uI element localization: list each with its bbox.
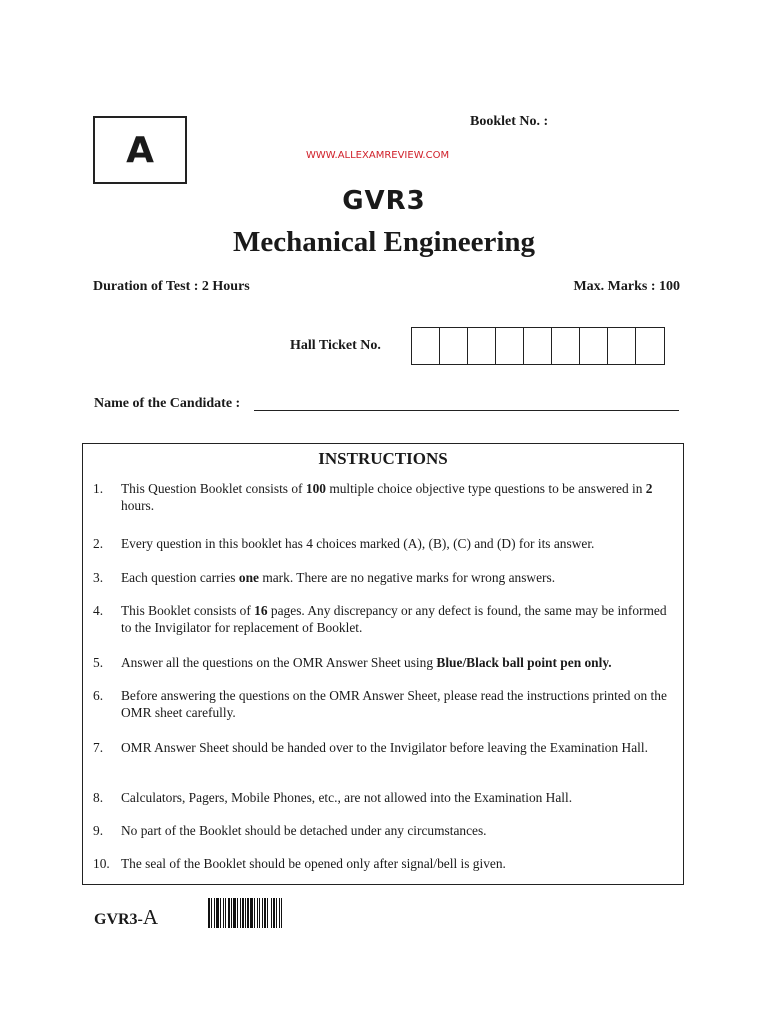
instruction-text-part: multiple choice objective type questions to be answered in: [325, 481, 646, 496]
barcode-bar-15: [250, 898, 253, 928]
instruction-text-part: No part of the Booklet should be detached under any circumstances.: [121, 823, 487, 838]
hall-ticket-digit-box[interactable]: [636, 328, 664, 364]
barcode-bar-20: [264, 898, 266, 928]
series-letter: A: [126, 129, 154, 171]
instruction-number: 5.: [93, 655, 104, 670]
barcode-bar-2: [214, 898, 215, 928]
barcode-bar-8: [231, 898, 232, 928]
instruction-text-part: pages. Any discrepancy or any defect is found, the same may be informed to the Invigilator for replacement of Booklet.: [121, 603, 667, 635]
barcode-bar-14: [247, 898, 249, 928]
barcode-bar-9: [233, 898, 236, 928]
barcode-bar-1: [211, 898, 212, 928]
barcode-bar-0: [208, 898, 210, 928]
instruction-text-part: This Booklet consists of: [121, 603, 255, 618]
footer-code-prefix: GVR3-: [94, 911, 143, 928]
paper-code-title: GVR3: [342, 186, 426, 216]
hall-ticket-label: Hall Ticket No.: [290, 338, 381, 353]
instruction-text: [121, 856, 506, 871]
instruction-item: [83, 687, 683, 721]
instruction-text: [121, 823, 487, 838]
instruction-item: [83, 480, 683, 514]
barcode-bar-17: [257, 898, 258, 928]
barcode-bar-26: [281, 898, 282, 928]
footer-code: [94, 905, 158, 930]
instruction-text-part: Answer all the questions on the OMR Answer Sheet using: [121, 655, 437, 670]
instruction-text: [121, 570, 555, 585]
instruction-text-part: The seal of the Booklet should be opened only after signal/bell is given.: [121, 856, 506, 871]
hall-ticket-digit-box[interactable]: [608, 328, 636, 364]
barcode-bar-10: [237, 898, 238, 928]
instruction-item: [83, 855, 683, 872]
hall-ticket-digit-box[interactable]: [468, 328, 496, 364]
instruction-text-part: Each question carries: [121, 570, 239, 585]
instruction-text: [121, 536, 594, 551]
barcode-bar-7: [228, 898, 230, 928]
instructions-box: [82, 443, 684, 885]
instruction-item: [83, 569, 683, 586]
instruction-number: 6.: [93, 688, 104, 703]
instruction-text: [121, 603, 667, 635]
barcode-bar-23: [273, 898, 275, 928]
instruction-item: [83, 535, 683, 552]
duration-label: Duration of Test : 2 Hours: [93, 279, 250, 294]
instruction-number: 10.: [93, 856, 110, 871]
barcode-bar-16: [254, 898, 255, 928]
instruction-text-part: Calculators, Pagers, Mobile Phones, etc., are not allowed into the Examination Hall.: [121, 790, 573, 805]
instruction-emphasis: 2: [645, 481, 653, 496]
instruction-number: 3.: [93, 570, 104, 585]
instruction-emphasis: 16: [254, 603, 268, 618]
hall-ticket-boxes[interactable]: [411, 327, 665, 365]
barcode-bar-19: [262, 898, 263, 928]
instruction-text: [121, 688, 667, 720]
hall-ticket-digit-box[interactable]: [496, 328, 524, 364]
instruction-text: [121, 655, 612, 670]
barcode-bar-12: [242, 898, 244, 928]
instruction-number: 8.: [93, 790, 104, 805]
instruction-emphasis: one: [238, 570, 259, 585]
booklet-no-label: Booklet No. :: [470, 114, 549, 129]
hall-ticket-digit-box[interactable]: [552, 328, 580, 364]
instruction-item: [83, 739, 683, 756]
hall-ticket-digit-box[interactable]: [412, 328, 440, 364]
barcode-bar-21: [267, 898, 268, 928]
hall-ticket-digit-box[interactable]: [580, 328, 608, 364]
series-letter-box: [93, 116, 187, 184]
hall-ticket-digit-box[interactable]: [524, 328, 552, 364]
instruction-text-part: mark. There are no negative marks for wrong answers.: [258, 570, 556, 585]
instruction-text: [121, 481, 652, 513]
barcode-bar-3: [216, 898, 219, 928]
barcode: [208, 898, 350, 928]
footer-series-letter: A: [142, 905, 159, 929]
barcode-bar-5: [223, 898, 224, 928]
instruction-item: [83, 822, 683, 839]
instruction-text-part: hours.: [121, 498, 155, 513]
instruction-text-part: OMR Answer Sheet should be handed over to the Invigilator before leaving the Examination Hall.: [121, 740, 648, 755]
instruction-item: [83, 602, 683, 636]
subject-title: Mechanical Engineering: [232, 226, 536, 258]
instruction-text-part: This Question Booklet consists of: [121, 481, 306, 496]
instruction-text: [121, 790, 572, 805]
instruction-emphasis: 100: [305, 481, 326, 496]
barcode-bar-4: [220, 898, 221, 928]
instruction-emphasis: Blue/Black ball point pen only.: [436, 655, 612, 670]
instruction-text: [121, 740, 648, 755]
barcode-bar-24: [276, 898, 277, 928]
instruction-number: 9.: [93, 823, 104, 838]
max-marks-label: Max. Marks : 100: [573, 279, 680, 294]
barcode-bar-11: [240, 898, 241, 928]
barcode-bar-18: [259, 898, 260, 928]
barcode-bar-22: [271, 898, 272, 928]
instruction-item: [83, 654, 683, 671]
instruction-number: 2.: [93, 536, 104, 551]
website-link[interactable]: WWW.ALLEXAMREVIEW.COM: [306, 150, 450, 161]
barcode-bar-13: [245, 898, 246, 928]
candidate-name-field[interactable]: [254, 410, 679, 411]
barcode-bar-6: [225, 898, 226, 928]
instruction-number: 1.: [93, 481, 104, 496]
hall-ticket-digit-box[interactable]: [440, 328, 468, 364]
instructions-heading: INSTRUCTIONS: [318, 449, 448, 468]
instruction-text-part: Every question in this booklet has 4 choices marked (A), (B), (C) and (D) for its answer.: [121, 536, 595, 551]
instruction-number: 7.: [93, 740, 104, 755]
candidate-name-label: Name of the Candidate :: [94, 396, 241, 411]
barcode-bar-25: [279, 898, 280, 928]
instruction-text-part: Before answering the questions on the OMR Answer Sheet, please read the instructions printed on the OMR sheet carefully.: [121, 688, 667, 720]
instruction-number: 4.: [93, 603, 104, 618]
instruction-item: [83, 789, 683, 806]
